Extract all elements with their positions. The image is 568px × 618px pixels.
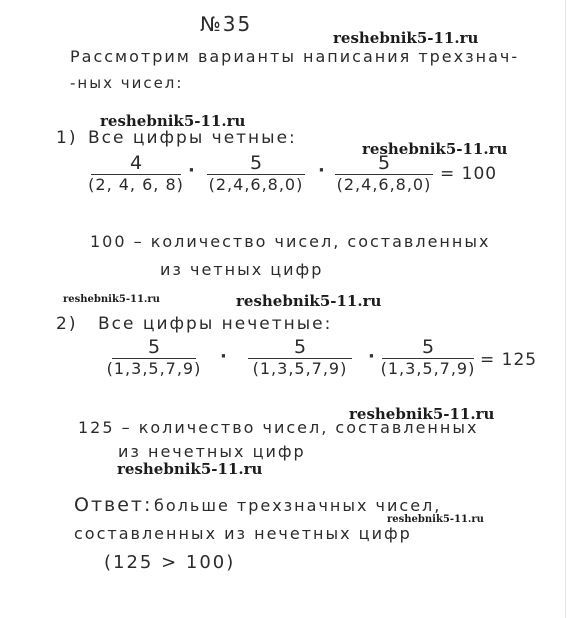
case-1-result: = 100 xyxy=(440,164,498,184)
denominator: (1,3,5,7,9) xyxy=(380,359,476,378)
page-edge xyxy=(565,0,566,618)
answer-line-3: (125 > 100) xyxy=(104,552,236,573)
case-1-fraction-1 xyxy=(84,152,188,194)
case-1-fraction-3 xyxy=(328,152,440,194)
intro-line-2: -ных чисел: xyxy=(70,74,184,92)
watermark: reshebnik5-11.ru xyxy=(387,514,484,525)
case-1-label: 1) xyxy=(56,128,78,148)
numerator: 5 xyxy=(147,336,161,358)
case-1-heading: Все цифры четные: xyxy=(88,128,297,148)
denominator: (2,4,6,8,0) xyxy=(208,175,304,194)
numerator: 5 xyxy=(249,152,263,174)
watermark: reshebnik5-11.ru xyxy=(117,460,263,478)
watermark: reshebnik5-11.ru xyxy=(362,140,508,158)
watermark: reshebnik5-11.ru xyxy=(100,112,246,130)
multiply-sign: · xyxy=(318,160,325,181)
case-2-label: 2) xyxy=(56,314,78,334)
numerator: 5 xyxy=(377,152,391,174)
watermark: reshebnik5-11.ru xyxy=(63,294,160,305)
case-2-conclusion-line-1: 125 – количество чисел, составленных xyxy=(78,418,479,437)
numerator: 5 xyxy=(421,336,435,358)
problem-number: №35 xyxy=(200,12,253,36)
denominator: (2,4,6,8,0) xyxy=(336,175,432,194)
watermark: reshebnik5-11.ru xyxy=(349,405,495,423)
denominator: (1,3,5,7,9) xyxy=(106,359,202,378)
case-2-fraction-3 xyxy=(378,336,478,378)
denominator: (1,3,5,7,9) xyxy=(252,359,348,378)
multiply-sign: · xyxy=(188,160,195,181)
denominator: (2, 4, 6, 8) xyxy=(88,175,184,194)
case-2-heading: Все цифры нечетные: xyxy=(98,314,333,334)
case-2-fraction-2 xyxy=(244,336,356,378)
case-1-fraction-2 xyxy=(200,152,312,194)
multiply-sign: · xyxy=(368,346,375,367)
watermark: reshebnik5-11.ru xyxy=(236,292,382,310)
answer-line-1: больше трехзначных чисел, xyxy=(154,496,442,515)
numerator: 5 xyxy=(293,336,307,358)
watermark: reshebnik5-11.ru xyxy=(333,29,479,47)
answer-label: Ответ: xyxy=(74,494,153,516)
answer-line-2: составленных из нечетных цифр xyxy=(74,524,412,543)
case-1-conclusion-line-1: 100 – количество чисел, составленных xyxy=(90,232,491,251)
case-1-conclusion-line-2: из четных цифр xyxy=(160,260,324,279)
case-2-conclusion-line-2: из нечетных цифр xyxy=(118,442,306,461)
numerator: 4 xyxy=(129,152,143,174)
multiply-sign: · xyxy=(220,346,227,367)
case-2-fraction-1 xyxy=(98,336,210,378)
case-2-result: = 125 xyxy=(480,350,538,370)
intro-line-1: Рассмотрим варианты написания трехзнач- xyxy=(70,47,520,66)
